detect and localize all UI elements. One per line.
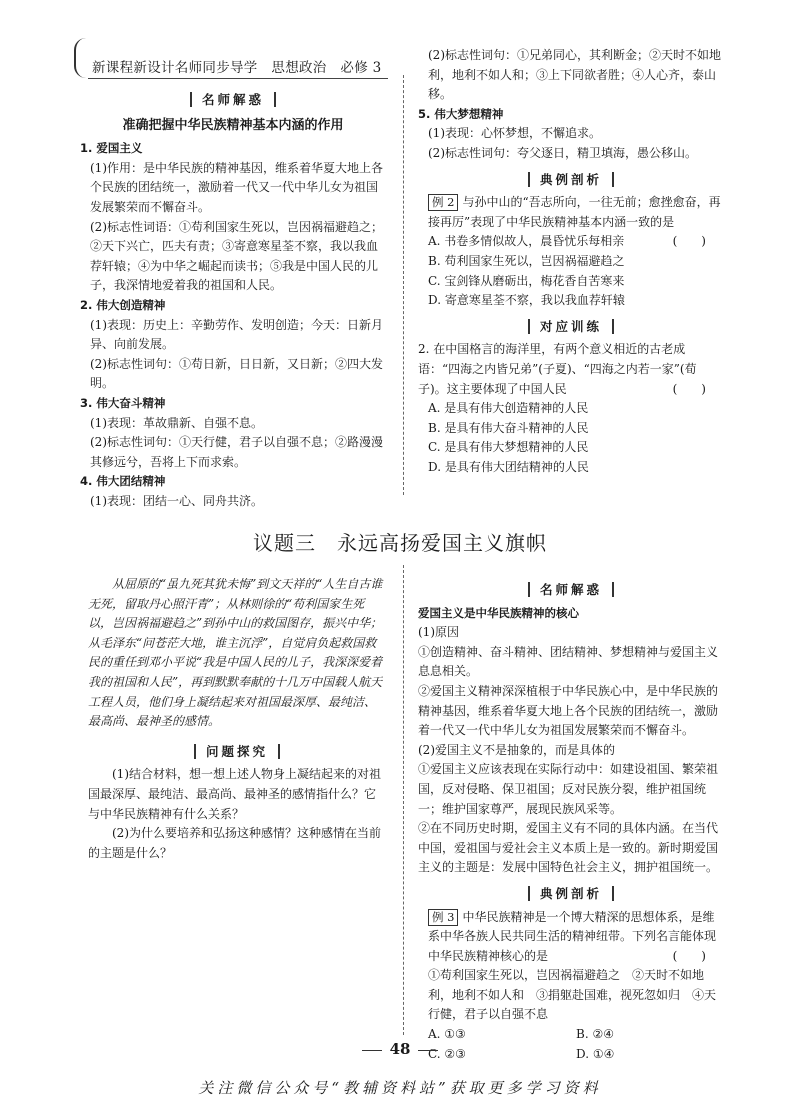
inquiry-question: (1)结合材料，想一想上述人物身上凝结起来的对祖国最深厚、最纯洁、最高尚、最神圣的感情指什么？它与中华民族精神有什么关系？ <box>88 767 381 821</box>
paragraph: (1)作用：是中华民族的精神基因，维系着华夏大地上各个民族的团结统一，激励着一代又一代中华儿女为祖国发展繁荣而不懈奋斗。 <box>90 160 384 214</box>
option: B. 是具有伟大奋斗精神的人民 <box>428 420 589 435</box>
option: A. 书卷多情似故人，晨昏忧乐每相亲 <box>428 234 625 249</box>
item-heading: 1. 爱国主义 <box>80 141 143 156</box>
paragraph: (2)爱国主义不是抽象的，而是具体的 <box>418 742 615 757</box>
option: D. 寄意寒星荃不察，我以我血荐轩辕 <box>428 293 625 308</box>
example-statements: ①苟利国家生死以，岂因祸福避趋之 ②天时不如地利，地利不如人和 ③捐躯赴国难，视死忽如归 ④天行健，君子以自强不息 <box>428 968 717 1022</box>
header-bracket <box>74 38 90 78</box>
section-label: 典例剖析 <box>418 884 724 904</box>
option: C. ②③ <box>428 1046 466 1061</box>
material-passage: 从屈原的“虽九死其犹未悔”到文天祥的“人生自古谁无死，留取丹心照汗青”；从林则徐的“苟利国家生死以，岂因祸福避趋之”到孙中山的救国图存，振兴中华；从毛泽东“问苍茫大地，谁主沉浮”，自觉肩负起救国救民的重任到邓小平说“我是中国人民的儿子，我深深爱着我的祖国和人民”，再到默默奉献的十几万中国载人航天工程人员，他们身上凝结起来对祖国最深厚、最纯洁、最高尚、最神圣的感情。 <box>88 577 383 729</box>
question-text: 2. 在中国格言的海洋里，有两个意义相近的古老成语：“四海之内皆兄弟”(子夏)、“四海之内若一家”(荀子)。这主要体现了中国人民 <box>418 342 697 396</box>
paragraph: ①创造精神、奋斗精神、团结精神、梦想精神与爱国主义息息相关。 <box>418 644 719 679</box>
section-label: 名师解惑 <box>418 580 724 600</box>
paragraph: (1)表现：团结一心、同舟共济。 <box>90 493 263 508</box>
section-label: 典例剖析 <box>418 170 724 190</box>
section-label: 问题探究 <box>88 742 386 762</box>
example-question <box>418 908 724 967</box>
option: C. 宝剑锋从磨砺出，梅花香自苦寒来 <box>428 273 625 288</box>
answer-blank: ( ) <box>672 381 706 396</box>
option: B. 苟利国家生死以，岂因祸福避趋之 <box>428 253 625 268</box>
paragraph: (1)原因 <box>418 625 459 640</box>
practice-question <box>418 340 724 399</box>
paragraph: (2)标志性词语：①苟利国家生死以，岂因祸福避趋之；②天下兴亡，匹夫有责；③寄意寒星荃不察，我以我血荐轩辕；④为中华之崛起而读书；⑤我是中国人民的儿子，我深情地爱着我的祖国和人民。 <box>90 219 384 293</box>
section-label: 名师解惑 <box>80 90 386 110</box>
section-label: 对应训练 <box>418 317 724 337</box>
inquiry-question: (2)为什么要培养和弘扬这种感情？这种感情在当前的主题是什么？ <box>88 826 381 860</box>
item-heading: 5. 伟大梦想精神 <box>418 106 504 121</box>
paragraph: (2)标志性词句：夸父逐日，精卫填海，愚公移山。 <box>428 145 697 160</box>
paragraph: ①爱国主义应该表现在实际行动中：如建设祖国、繁荣祖国，反对侵略、保卫祖国；反对民族分裂，维护祖国统一；维护国家尊严，展现民族风采等。 <box>418 762 719 816</box>
right-top-column <box>418 46 724 477</box>
option: D. 是具有伟大团结精神的人民 <box>428 459 589 474</box>
example-tag: 例 3 <box>428 909 458 926</box>
column-divider-bottom <box>403 565 404 1035</box>
option: D. ①④ <box>576 1046 615 1061</box>
left-bottom-column <box>88 575 386 863</box>
option: A. ①③ <box>428 1027 466 1042</box>
item-heading: 爱国主义是中华民族精神的核心 <box>418 605 579 620</box>
topic-title: 议题三 永远高扬爱国主义旗帜 <box>253 531 547 555</box>
paragraph: (2)标志性词句：①兄弟同心，其利断金；②天时不如地利，地利不如人和；③上下同欲者胜；④人心齐，泰山移。 <box>428 48 722 102</box>
option: B. ②④ <box>576 1027 614 1042</box>
column-divider-top <box>403 75 404 495</box>
answer-blank: ( ) <box>672 234 706 249</box>
item-heading: 3. 伟大奋斗精神 <box>80 395 166 410</box>
left-top-column <box>80 88 386 511</box>
paragraph: ②爱国主义精神深深植根于中华民族心中，是中华民族的精神基因，维系着华夏大地上各个民族的团结统一，激励着一代又一代中华儿女为祖国发展繁荣而不懈奋斗。 <box>418 683 719 738</box>
footer-note: 关注微信公众号“教辅资料站”获取更多学习资料 <box>198 1079 602 1097</box>
paragraph: (2)标志性词句：①苟日新，日日新，又日新；②四大发明。 <box>90 356 384 391</box>
example-text: 中华民族精神是一个博大精深的思想体系，是维系中华各族人民共同生活的精神纽带。下列名言能体现中华民族精神核心的是 <box>428 909 717 963</box>
paragraph: (1)表现：心怀梦想，不懈追求。 <box>428 126 601 141</box>
right-bottom-column <box>418 578 724 1064</box>
item-heading: 4. 伟大团结精神 <box>80 474 166 489</box>
paragraph: ②在不同历史时期，爱国主义有不同的具体内涵。在当代中国，爱祖国与爱社会主义本质上是一致的。新时期爱国主义的主题是：发展中国特色社会主义，拥护祖国统一。 <box>418 821 719 875</box>
item-heading: 2. 伟大创造精神 <box>80 297 166 312</box>
subsection-title: 准确把握中华民族精神基本内涵的作用 <box>122 117 344 133</box>
option: C. 是具有伟大梦想精神的人民 <box>428 440 589 455</box>
header-rule <box>88 78 388 79</box>
page-number: 48 <box>0 1040 800 1058</box>
paragraph: (1)表现：革故鼎新、自强不息。 <box>90 415 263 430</box>
header-title: 新课程新设计名师同步导学 思想政治 必修 3 <box>92 60 382 76</box>
paragraph: (2)标志性词句：①天行健，君子以自强不息；②路漫漫其修远兮，吾将上下而求索。 <box>90 435 384 469</box>
paragraph: (1)表现：历史上：辛勤劳作、发明创造；今天：日新月异、向前发展。 <box>90 317 384 352</box>
option: A. 是具有伟大创造精神的人民 <box>428 401 589 416</box>
answer-blank: ( ) <box>672 948 706 963</box>
example-text: 与孙中山的“吾志所向，一往无前；愈挫愈奋，再接再厉”表现了中华民族精神基本内涵一致的是 <box>428 195 721 229</box>
example-tag: 例 2 <box>428 194 458 211</box>
